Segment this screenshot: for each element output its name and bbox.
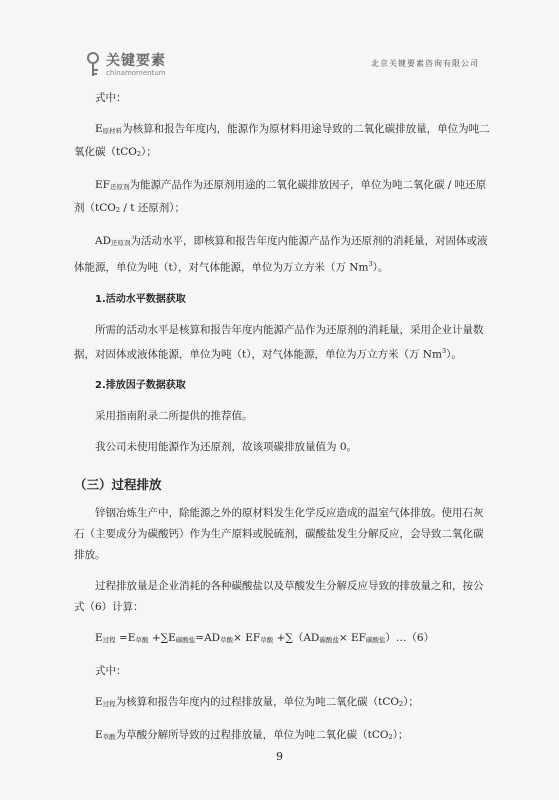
page-number: 9 xyxy=(276,750,283,763)
document-body xyxy=(74,88,490,748)
definition-ad-reductant: $AD_{还原剂}$为活动水平，即核算和报告年度内能源产品作为还原剂的消耗量，对固体或液体能源，单位为吨（t），对气体能源，单位为万立方米（万 Nm$^3$）。 xyxy=(74,235,488,274)
paragraph-process-intro: 锌铟冶炼生产中，除能源之外的原材料发生化学反应造成的温室气体排放。使用石灰石（主要成分为碳酸钙）作为生产原料或脱硫剂，碳酸盐发生分解反应，会导致二氧化碳排放。 xyxy=(74,507,484,561)
where-label: 式中： xyxy=(95,92,127,104)
company-name: 北京关键要素咨询有限公司 xyxy=(371,59,479,68)
definition-e-oxalic-acid: $E_{草酸}$为草酸分解所导致的过程排放量，单位为吨二氧化碳（tCO$_2$）； xyxy=(95,729,409,741)
logo-subtext: chinamomentum xyxy=(106,68,166,77)
definition-e-raw-material: $E_{原材料}$为核算和报告年度内，能源作为原材料用途导致的二氧化碳排放量，单位为吨二氧化碳（tCO$_2$）； xyxy=(74,123,490,158)
paragraph-emission-factor: 采用指南附录二所提供的推荐值。 xyxy=(95,410,253,422)
definition-e-process: $E_{过程}$为核算和报告年度内的过程排放量，单位为吨二氧化碳（tCO$_2$）； xyxy=(95,696,419,708)
paragraph-process-formula-intro: 过程排放量是企业消耗的各种碳酸盐以及草酸发生分解反应导致的排放量之和，按公式（6）计算： xyxy=(74,580,484,613)
logo-text: 关键要素 xyxy=(106,52,166,69)
key-icon xyxy=(84,52,102,78)
paragraph-no-reductant: 我公司未使用能源作为还原剂，故该项碳排放量值为 0。 xyxy=(95,441,358,453)
formula-6: $E_{过程} =E_{草酸} +\sum E_{碳酸盐}=AD_{草酸}\times EF_{草酸} +\sum(AD_{碳酸盐}\times$ $EF_{碳酸盐})\dots(6)$ xyxy=(95,632,435,644)
heading-activity-data: 1.活动水平数据获取 xyxy=(95,293,186,305)
where-label-2: 式中： xyxy=(95,665,127,677)
heading-emission-factor: 2.排放因子数据获取 xyxy=(95,380,186,391)
paragraph-activity-data: 所需的活动水平是核算和报告年度内能源产品作为还原剂的消耗量，采用企业计量数据，对固体或液体能源，单位为吨（t），对气体能源，单位为万立方米（万 Nm$^3$）。 xyxy=(74,323,484,360)
company-logo xyxy=(84,52,166,78)
definition-ef-reductant: $EF_{还原剂}$为能源产品作为还原剂用途的二氧化碳排放因子，单位为吨二氧化碳 / 吨还原剂（tCO$_2$ / t 还原剂）； xyxy=(74,179,487,214)
section-heading-process-emissions: （三）过程排放 xyxy=(74,477,162,492)
